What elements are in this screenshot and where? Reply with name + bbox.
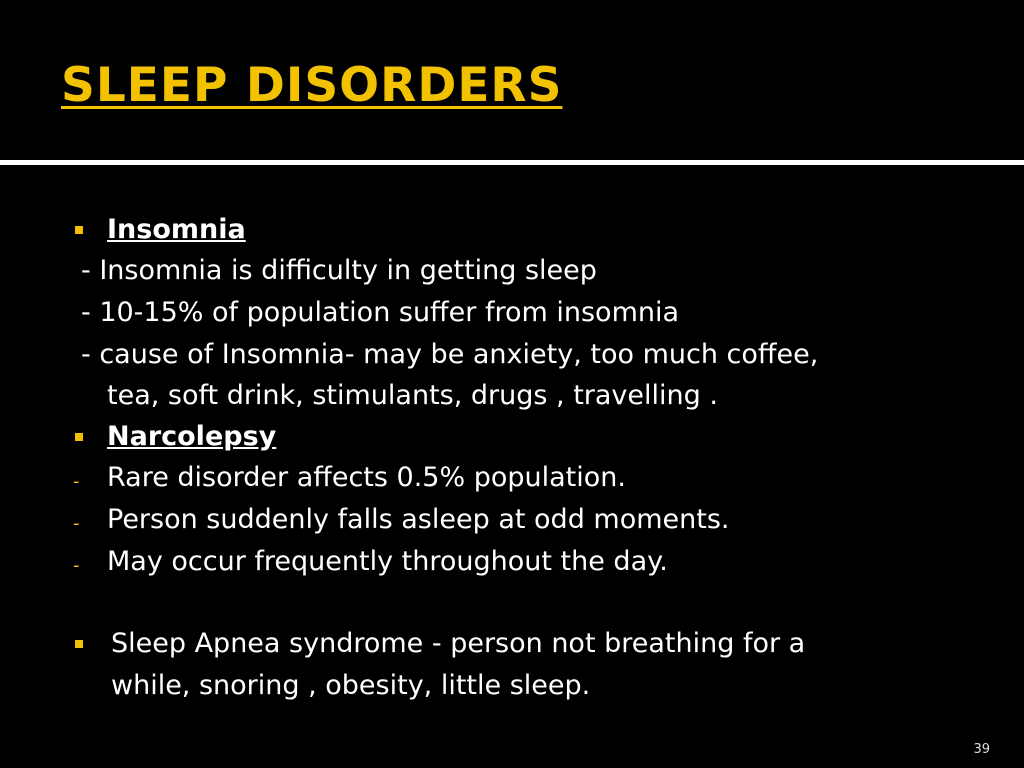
title-divider — [0, 160, 1024, 165]
bullet-square-icon — [75, 226, 83, 234]
bullet-square-icon — [75, 640, 83, 648]
insomnia-line-2: - 10-15% of population suffer from insomnia — [81, 297, 680, 328]
apnea-line-1: Sleep Apnea syndrome - person not breathing for a — [111, 628, 806, 659]
dash-bullet-icon: - — [73, 513, 80, 534]
narcolepsy-heading: Narcolepsy — [107, 421, 277, 452]
insomnia-line-1: - Insomnia is difficulty in getting sleep — [81, 255, 597, 286]
insomnia-line-4: tea, soft drink, stimulants, drugs , travelling . — [107, 380, 718, 411]
narcolepsy-item-1: Rare disorder affects 0.5% population. — [107, 462, 626, 493]
slide-number: 39 — [973, 742, 990, 757]
narcolepsy-item-3: May occur frequently throughout the day. — [107, 546, 668, 577]
insomnia-heading: Insomnia — [107, 214, 246, 245]
insomnia-line-3: - cause of Insomnia- may be anxiety, too much coffee, — [81, 339, 819, 370]
bullet-square-icon — [75, 433, 83, 441]
apnea-line-2: while, snoring , obesity, little sleep. — [111, 670, 591, 701]
dash-bullet-icon: - — [73, 471, 80, 492]
dash-bullet-icon: - — [73, 555, 80, 576]
slide-title: SLEEP DISORDERS — [61, 58, 563, 113]
narcolepsy-item-2: Person suddenly falls asleep at odd moments. — [107, 504, 730, 535]
